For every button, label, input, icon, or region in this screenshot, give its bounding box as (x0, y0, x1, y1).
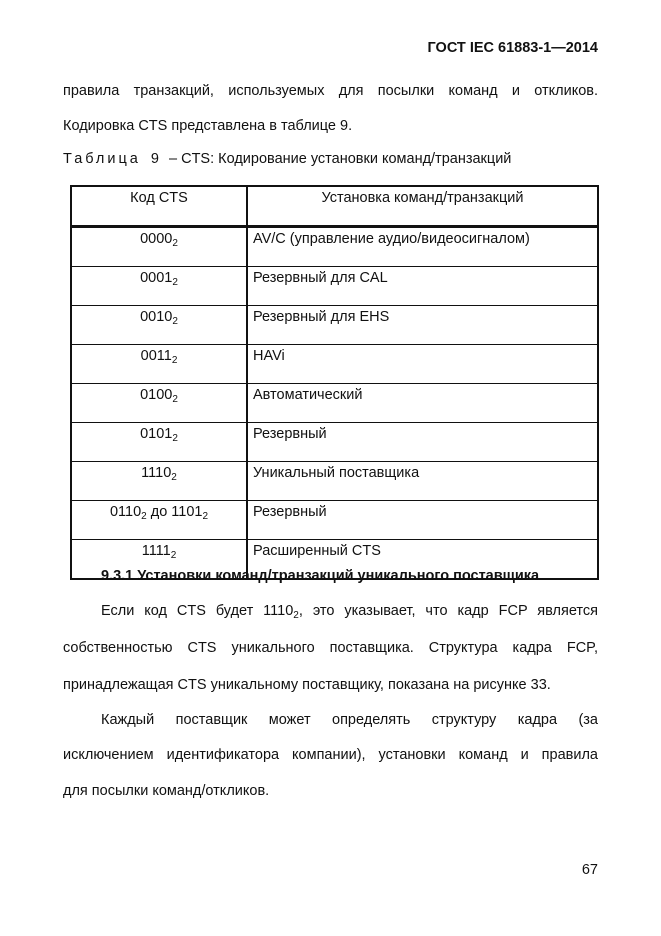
page-number: 67 (581, 862, 598, 878)
table-row (71, 267, 598, 306)
cts-setting-cell: HAVi (247, 345, 598, 384)
cts-setting-cell: Резервный для EHS (247, 306, 598, 345)
table-row (71, 462, 598, 501)
cts-code-cell (71, 423, 247, 462)
section-heading: 9.3.1 Установки команд/транзакций уникального поставщика (101, 568, 540, 584)
cts-code: 0110 (109, 504, 142, 520)
cts-setting-cell: Уникальный поставщика (247, 462, 598, 501)
header-setting: Установка команд/транзакций (247, 186, 598, 227)
cts-code: 1110 (141, 465, 172, 481)
header-code: Код CTS (71, 186, 247, 227)
cts-code-cell (71, 462, 247, 501)
intro-line-1: правила транзакций, используемых для посылки команд и откликов. (63, 83, 598, 99)
cts-setting-cell: Резервный (247, 501, 598, 540)
para1-line-2: собственностью CTS уникального поставщика. Структура кадра FCP, (63, 640, 598, 656)
cts-code-cell (71, 267, 247, 306)
para2-line-2: исключением идентификатора компании), установки команд и правила (63, 747, 598, 763)
para2-line-3: для посылки команд/откликов. (63, 783, 270, 799)
cts-code-cell (71, 227, 247, 267)
cts-code-cell (71, 306, 247, 345)
table-row (71, 345, 598, 384)
cts-code-subscript: 2 (172, 277, 178, 288)
cts-code: 0000 (140, 231, 173, 247)
cts-table (70, 185, 599, 580)
cts-setting-cell: Резервный для CAL (247, 267, 598, 306)
cts-code-subscript: 2 (172, 433, 178, 444)
table-row (71, 384, 598, 423)
cts-setting-cell: AV/C (управление аудио/видеосигналом) (247, 227, 598, 267)
cts-code-subscript: 2 (170, 550, 177, 561)
para1-subscript: 2 (293, 610, 299, 621)
cts-setting-cell: Резервный (247, 423, 598, 462)
cts-code: 0101 (140, 426, 173, 442)
caption-title: – CTS: Кодирование установки команд/транзакций (169, 151, 512, 167)
cts-code-subscript: 2 (172, 394, 178, 405)
cts-code: 1111 (141, 543, 171, 559)
document-header: ГОСТ IEC 61883-1—2014 (427, 40, 598, 56)
para1-line-3: принадлежащая CTS уникальному поставщику, показана на рисунке 33. (63, 677, 551, 693)
cts-setting-cell: Расширенный CTS (247, 540, 598, 580)
table-caption (63, 151, 511, 167)
para1-line-1 (63, 602, 598, 620)
table-row (71, 501, 598, 540)
table-row (71, 423, 598, 462)
cts-code-range-end: до 1101 (146, 504, 203, 520)
cts-code-subscript: 2 (171, 472, 177, 483)
cts-code-cell (71, 384, 247, 423)
cts-code: 0011 (140, 348, 172, 364)
cts-code-cell (71, 345, 247, 384)
cts-code-subscript: 2 (172, 238, 178, 249)
intro-line-2: Кодировка CTS представлена в таблице 9. (63, 118, 353, 134)
para1-text-b: , это указывает, что кадр FCP является (298, 603, 598, 619)
cts-code: 0001 (140, 270, 173, 286)
cts-setting-cell: Автоматический (247, 384, 598, 423)
para2-line-1: Каждый поставщик может определять структуру кадра (за (101, 712, 598, 728)
cts-code: 0100 (140, 387, 173, 403)
cts-code-subscript: 2 (141, 511, 147, 522)
caption-number: 9 (150, 151, 159, 167)
cts-code-range-subscript: 2 (202, 511, 209, 522)
cts-code: 0010 (140, 309, 173, 325)
cts-code-subscript: 2 (171, 355, 178, 366)
table-row (71, 227, 598, 267)
table-row (71, 306, 598, 345)
cts-code-cell (71, 501, 247, 540)
caption-word: Таблица (63, 151, 141, 167)
cts-code-subscript: 2 (172, 316, 178, 327)
para1-text-a: Если код CTS будет 1110 (101, 603, 294, 619)
table-header-row (71, 186, 598, 227)
